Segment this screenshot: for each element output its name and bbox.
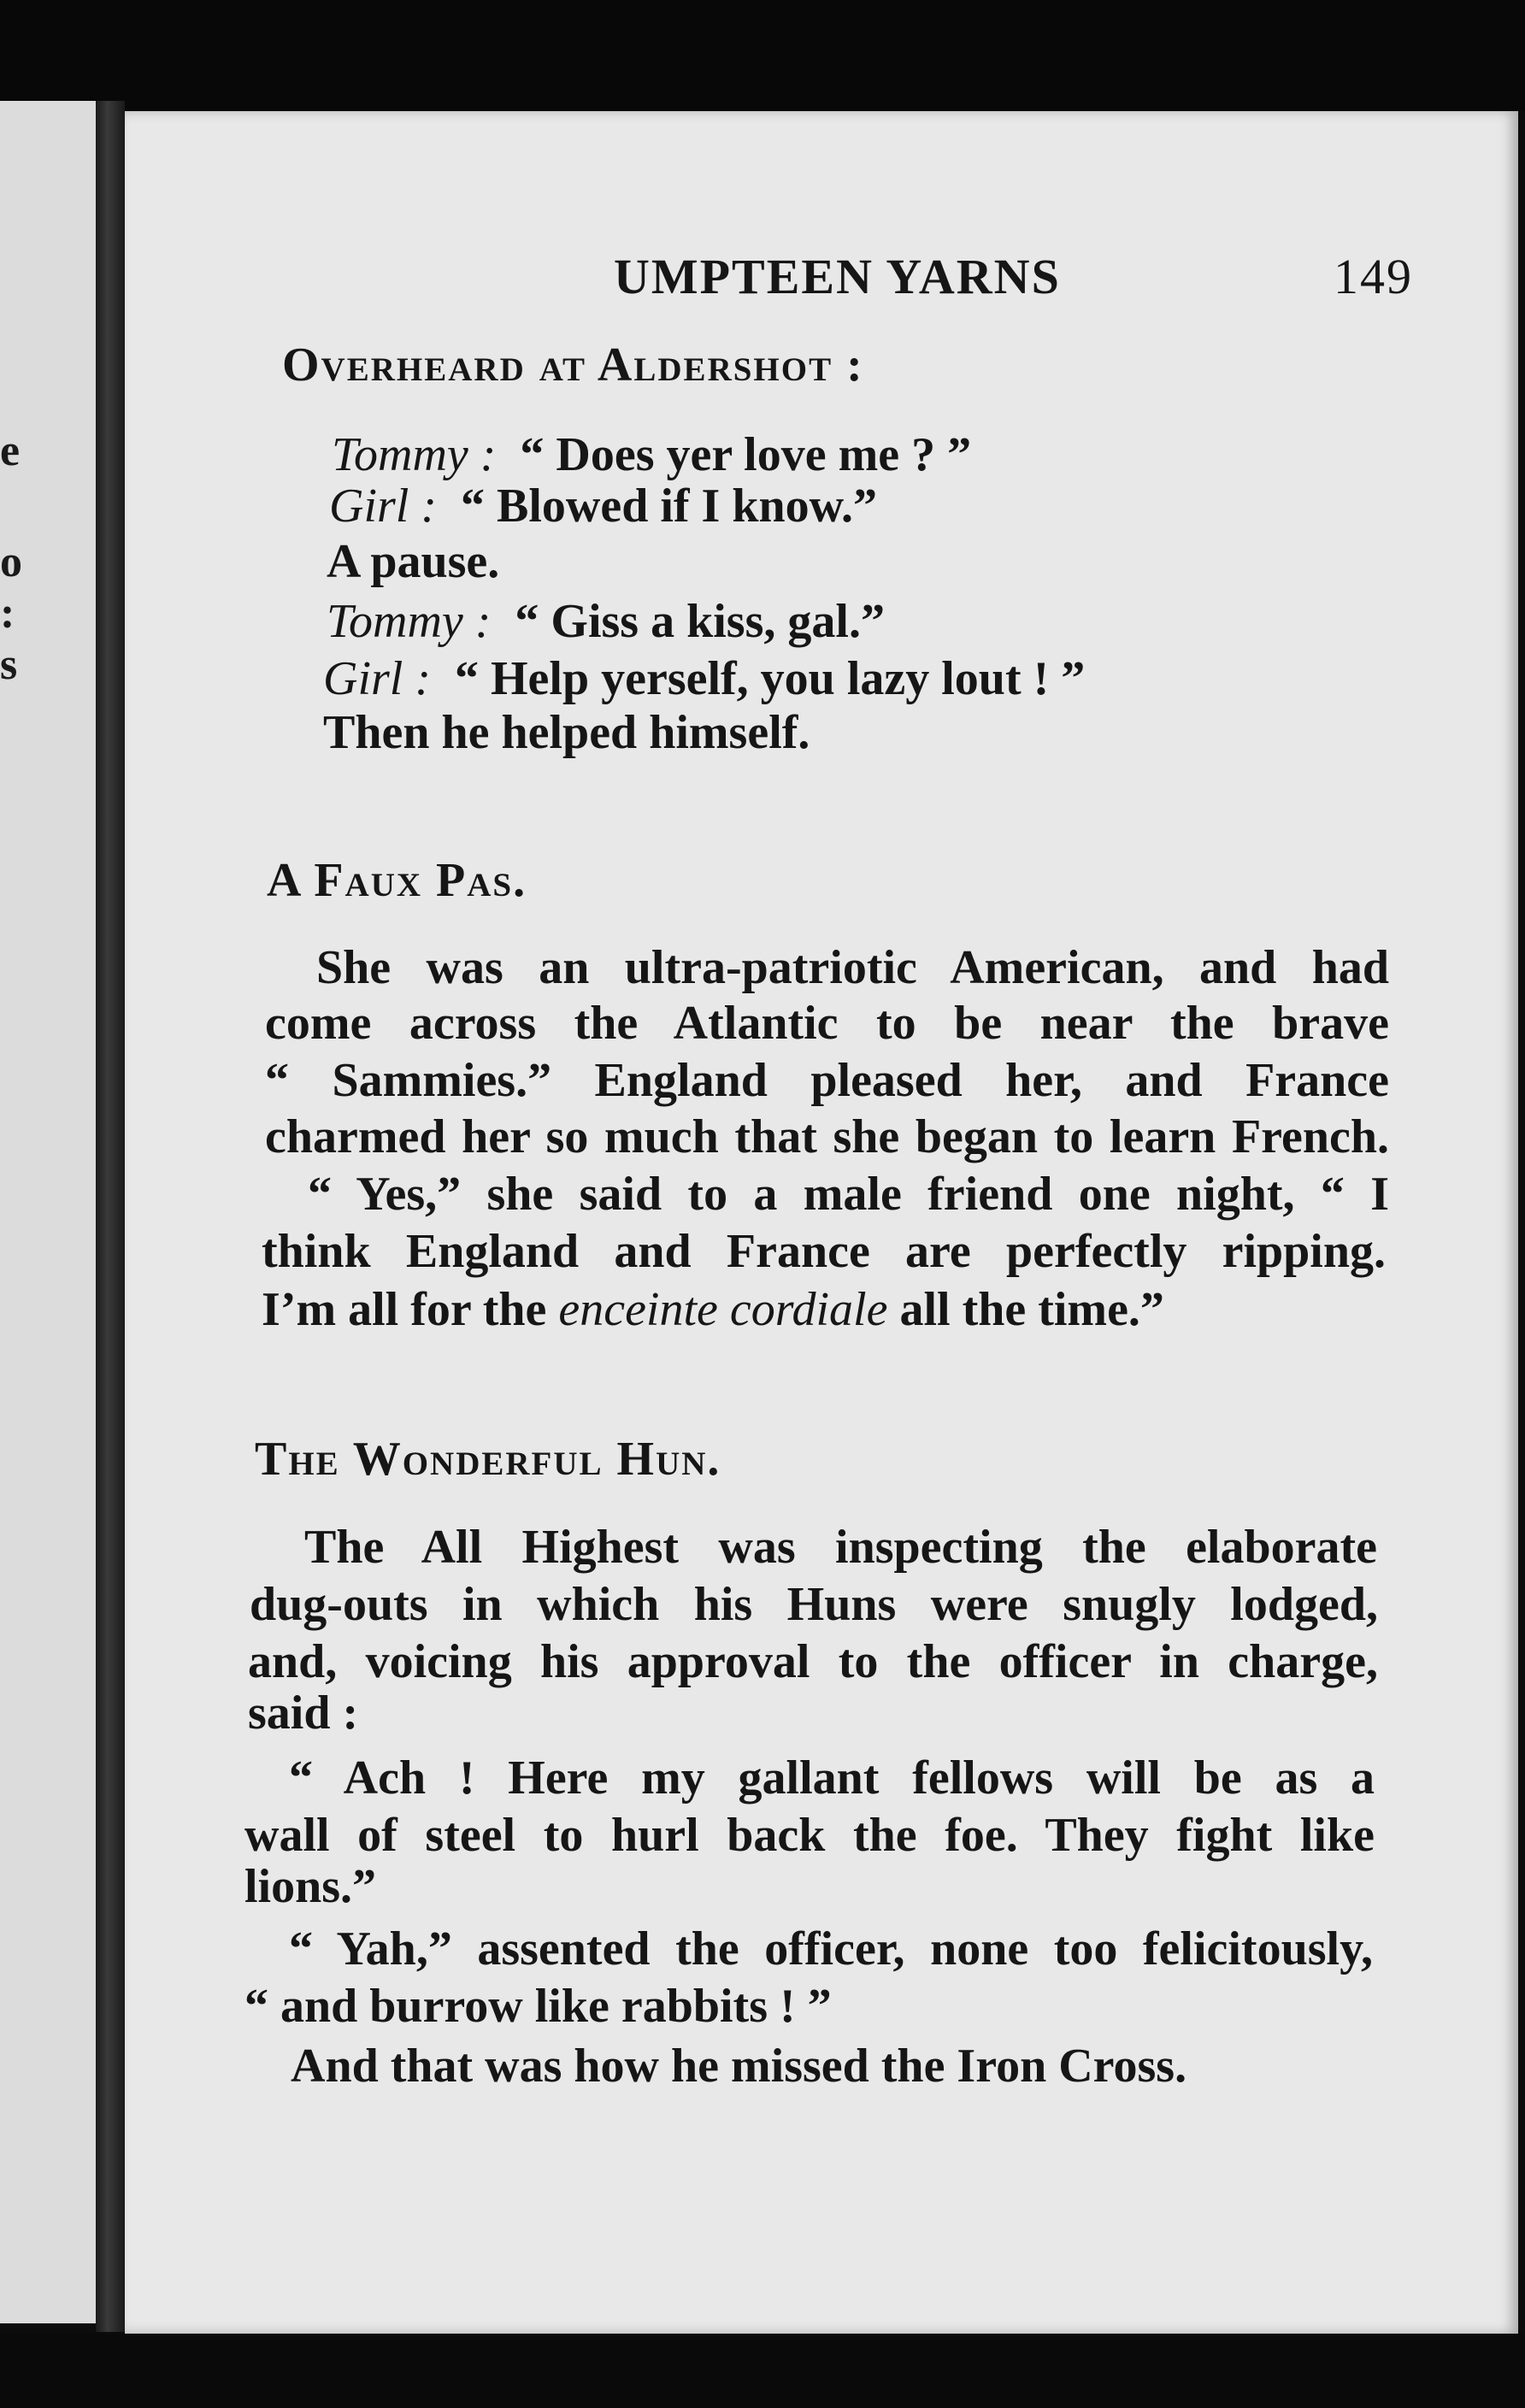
section-heading: A Faux Pas. [267, 854, 527, 907]
dialogue-text: Then he helped himself. [323, 706, 810, 759]
dialogue-line [327, 534, 499, 589]
paragraph-line: “ Yah,” assented the officer, none too felicitously, [289, 1922, 1373, 1975]
paragraph-line: The All Highest was inspecting the elaborate [304, 1521, 1377, 1574]
paragraph-line: charmed her so much that she began to learn French. [265, 1110, 1389, 1163]
dialogue-text: “ Blowed if I know.” [461, 480, 877, 533]
paragraph-line: And that was how he missed the Iron Cross. [291, 2040, 1187, 2093]
paragraph-line: She was an ultra-patriotic American, and had [316, 941, 1389, 994]
speaker-label: Girl : [329, 480, 437, 533]
paragraph-line: come across the Atlantic to be near the brave [265, 997, 1389, 1050]
scan-bottom-border [0, 2334, 1525, 2408]
speaker-label: Tommy : [332, 428, 497, 481]
section-heading: The Wonderful Hun. [255, 1433, 721, 1486]
dialogue-text: “ Help yerself, you lazy lout ! ” [455, 652, 1086, 705]
facing-page-char: s [0, 640, 18, 689]
paragraph-line: lions.” [244, 1860, 377, 1913]
scan-top-border [0, 0, 1525, 111]
running-header-title: UMPTEEN YARNS [614, 249, 1061, 304]
dialogue-line [327, 594, 885, 649]
paragraph-line: “ and burrow like rabbits ! ” [244, 1980, 832, 2033]
dialogue-line [332, 427, 971, 482]
section-heading: Overheard at Aldershot : [282, 339, 864, 392]
dialogue-text: “ Does yer love me ? ” [520, 428, 972, 481]
facing-page-char: o [0, 538, 22, 586]
dialogue-line [323, 705, 810, 760]
facing-page-char: e [0, 427, 21, 475]
paragraph-line [262, 1282, 1164, 1337]
page-number: 149 [1334, 249, 1413, 304]
paragraph-line: dug-outs in which his Huns were snugly lodged, [250, 1578, 1378, 1631]
text-run: I’m all for the [262, 1283, 547, 1336]
text-run: all the time.” [899, 1283, 1164, 1336]
dialogue-line [329, 479, 877, 533]
paragraph-line: and, voicing his approval to the officer in charge, [248, 1635, 1378, 1688]
paragraph-line: “ Yes,” she said to a male friend one night, “ I [308, 1168, 1389, 1221]
book-gutter [96, 101, 125, 2332]
speaker-label: Tommy : [327, 595, 492, 648]
italic-phrase: enceinte cordiale [558, 1283, 888, 1336]
paragraph-line: “ Sammies.” England pleased her, and France [265, 1054, 1389, 1107]
paragraph-line: wall of steel to hurl back the foe. They fight like [244, 1809, 1375, 1862]
dialogue-text: “ Giss a kiss, gal.” [515, 595, 885, 648]
paragraph-line: think England and France are perfectly ripping. [262, 1225, 1386, 1278]
dialogue-line [323, 651, 1085, 706]
paragraph-line: said : [248, 1687, 359, 1740]
facing-page-char: : [0, 589, 15, 638]
dialogue-text: A pause. [327, 535, 500, 588]
paragraph-line: “ Ach ! Here my gallant fellows will be as a [289, 1752, 1375, 1805]
speaker-label: Girl : [323, 652, 431, 705]
